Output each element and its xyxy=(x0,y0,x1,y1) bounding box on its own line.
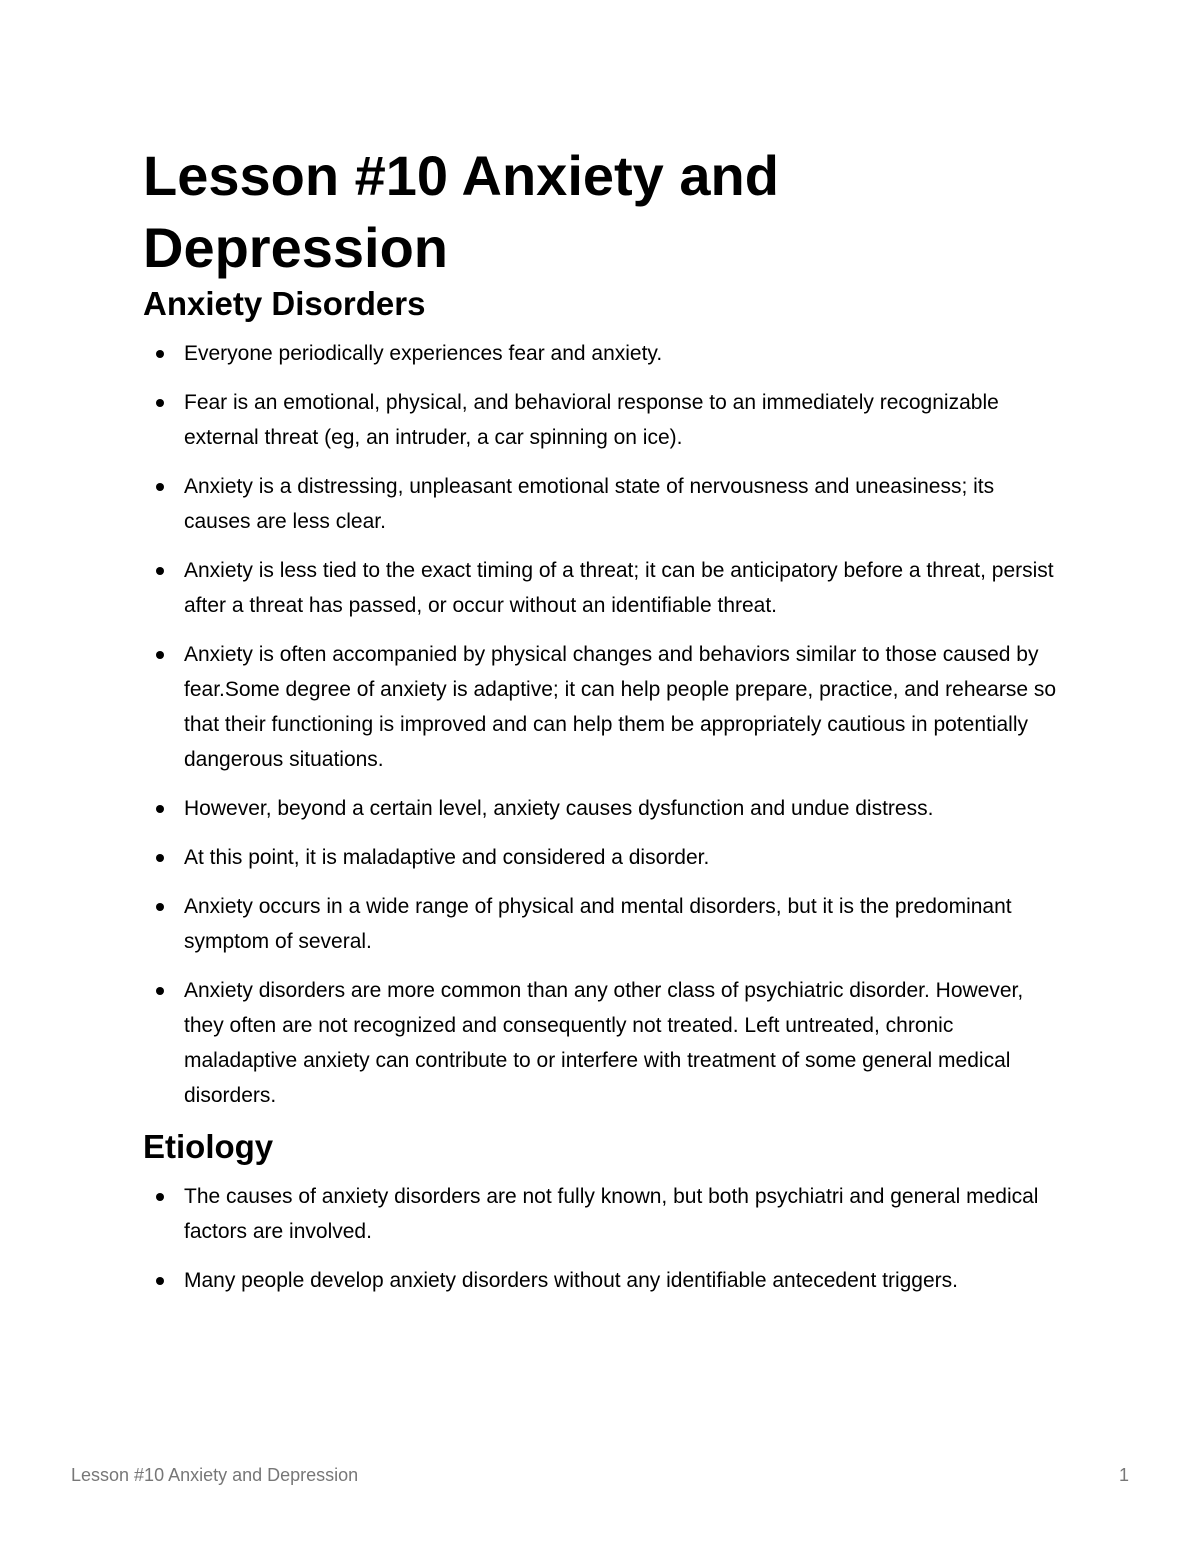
page-content xyxy=(143,140,1063,1312)
list-item xyxy=(143,840,1063,875)
list-item xyxy=(143,791,1063,826)
section-heading-anxiety-disorders: Anxiety Disorders xyxy=(143,285,426,322)
list-item-text: Anxiety disorders are more common than any other class of psychiatric disorder. However, they often are not recognized and consequently not treated. Left untreated, chronic maladaptive anxiety can contribute to or interfere with treatment of some general medical disorders. xyxy=(184,979,1024,1107)
list-item xyxy=(143,1179,1063,1249)
list-item xyxy=(143,385,1063,455)
bullet-icon xyxy=(156,1277,164,1285)
list-item-text: Everyone periodically experiences fear and anxiety. xyxy=(184,342,663,365)
list-item-text: Anxiety is often accompanied by physical changes and behaviors similar to those caused by fear.Some degree of anxiety is adaptive; it can help people prepare, practice, and rehearse so that their functioning is improved and can help them be appropriately cautious in potentially dangerous situations. xyxy=(184,643,1057,771)
list-item xyxy=(143,637,1063,777)
list-item xyxy=(143,889,1063,959)
list-item xyxy=(143,336,1063,371)
footer-title: Lesson #10 Anxiety and Depression xyxy=(71,1465,359,1485)
bullet-icon xyxy=(156,567,164,575)
list-item xyxy=(143,973,1063,1113)
list-item-text: Fear is an emotional, physical, and behavioral response to an immediately recognizable external threat (eg, an intruder, a car spinning on ice). xyxy=(184,391,999,449)
bullet-icon xyxy=(156,987,164,995)
bullet-icon xyxy=(156,350,164,358)
section-heading-etiology: Etiology xyxy=(143,1128,274,1165)
list-item-text: Anxiety is a distressing, unpleasant emotional state of nervousness and uneasiness; its causes are less clear. xyxy=(184,475,995,533)
list-item-text: However, beyond a certain level, anxiety causes dysfunction and undue distress. xyxy=(184,797,934,820)
list-item-text: Anxiety is less tied to the exact timing of a threat; it can be anticipatory before a threat, persist after a threat has passed, or occur without an identifiable threat. xyxy=(184,559,1054,617)
page-title: Lesson #10 Anxiety and Depression xyxy=(143,144,779,279)
list-item-text: The causes of anxiety disorders are not fully known, but both psychiatri and general medical factors are involved. xyxy=(184,1185,1039,1243)
bullet-list-etiology xyxy=(143,1179,1063,1298)
list-item xyxy=(143,553,1063,623)
list-item xyxy=(143,1263,1063,1298)
list-item-text: Many people develop anxiety disorders without any identifiable antecedent triggers. xyxy=(184,1269,958,1292)
list-item xyxy=(143,469,1063,539)
bullet-icon xyxy=(156,903,164,911)
bullet-icon xyxy=(156,399,164,407)
bullet-icon xyxy=(156,1193,164,1201)
footer-page-number: 1 xyxy=(1118,1465,1129,1485)
bullet-list-anxiety-disorders xyxy=(143,336,1063,1113)
list-item-text: Anxiety occurs in a wide range of physical and mental disorders, but it is the predominant symptom of several. xyxy=(184,895,1012,953)
bullet-icon xyxy=(156,651,164,659)
bullet-icon xyxy=(156,854,164,862)
bullet-icon xyxy=(156,483,164,491)
list-item-text: At this point, it is maladaptive and considered a disorder. xyxy=(184,846,710,869)
bullet-icon xyxy=(156,805,164,813)
